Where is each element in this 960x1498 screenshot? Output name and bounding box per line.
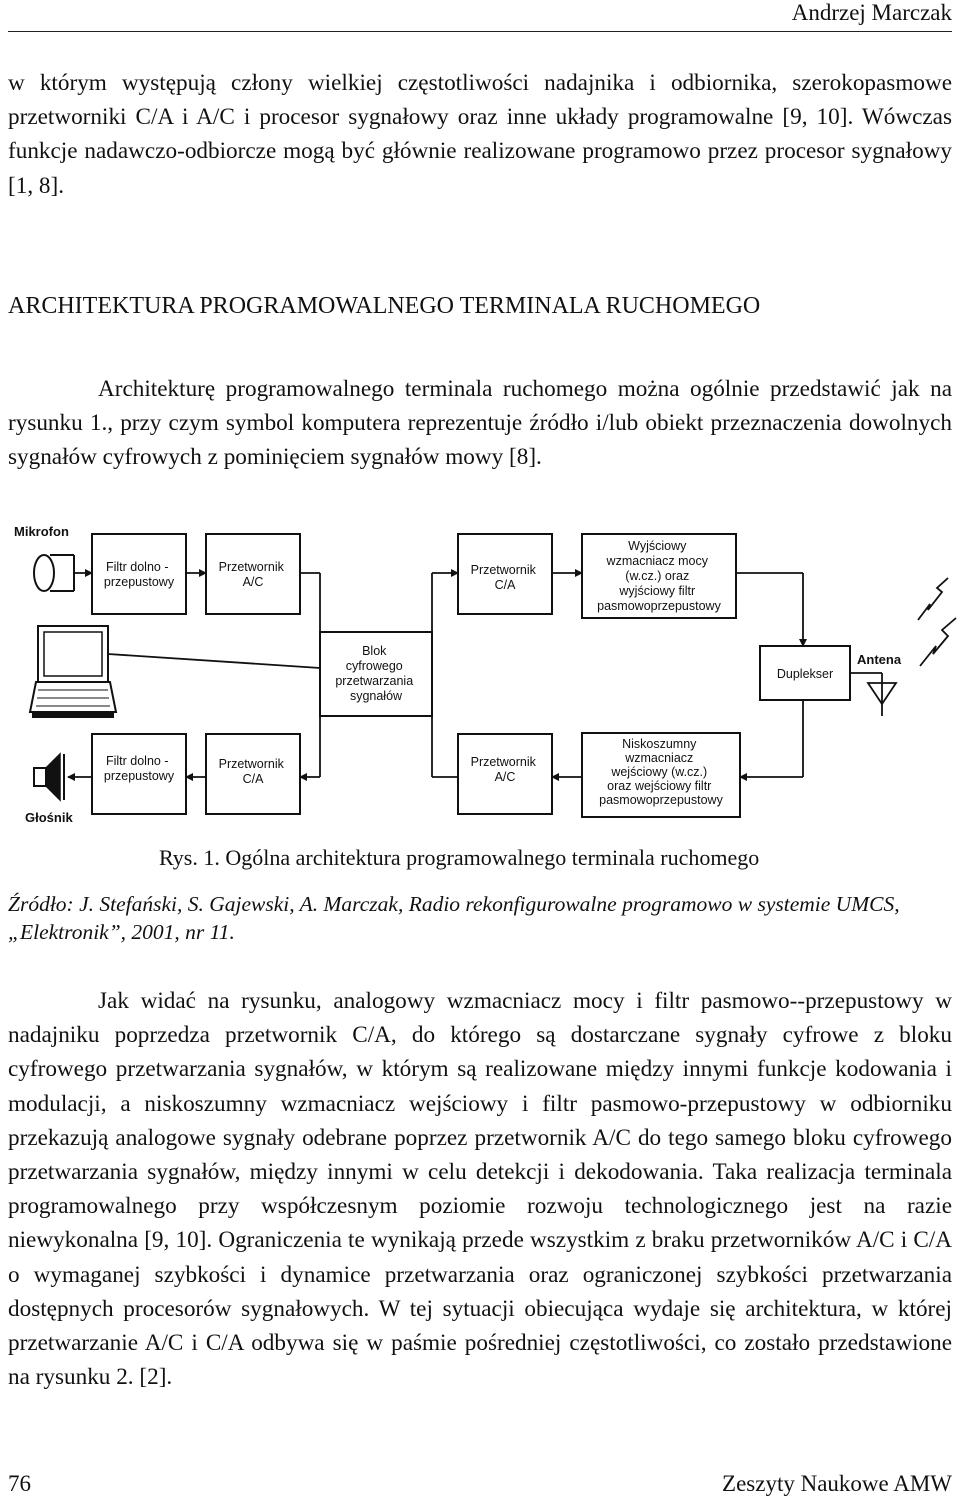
section-heading: ARCHITEKTURA PROGRAMOWALNEGO TERMINALA RUCHOMEGO: [8, 293, 761, 319]
figure-source: Źródło: J. Stefański, S. Gajewski, A. Marczak, Radio rekonfigurowalne programowo w systemie UMCS, „Elektronik”, 2001, nr 11.: [8, 892, 900, 944]
microphone-icon: [34, 555, 74, 591]
rx-lowpass-filter-label: Filtr dolno - przepustowy: [103, 754, 175, 783]
tx-adc-label: Przetwornik A/C: [218, 560, 284, 589]
tx-lowpass-filter-label: Filtr dolno - przepustowy: [103, 560, 175, 589]
tx-lowpass-filter-block: [92, 534, 186, 614]
paragraph-analysis: Jak widać na rysunku, analogowy wzmacniacz mocy i filtr pasmowo--przepustowy w nadajniku poprzedza przetwornik C/A, do którego są dostarczane sygnały cyfrowe z bloku cyfrowego przetwarzania sygnałów, w którym są realizowane między innymi funkcje kodowania i modulacji, a niskoszumny wzmacniacz wejściowy i filtr pasmowo-przepustowy w odbiorniku przekazują analogowe sygnały odebrane poprzez przetwornik A/C do tego samego bloku cyfrowego przetwarzania sygnałów, między innymi w celu detekcji i dekodowania. Taka realizacja terminala programowalnego przy współczesnym poziomie rozwoju technologicznego jest na razie niewykonalna [9, 10]. Ograniczenia te wynikają przede wszystkim z braku przetworników A/C i C/A o wymaganej szybkości i dynamice przetwarzania oraz ograniczonej szybkości przetwarzania dostępnych procesorów sygnałowych. W tej sytuacji obiecująca wydaje się architektura, w której przetwarzanie A/C i C/A odbywa się w paśmie pośredniej częstotliwości, co zostało przedstawione na rysunku 2. [2].: [8, 988, 952, 1391]
page-number: 76: [8, 1471, 31, 1496]
antenna-label: Antena: [857, 652, 902, 667]
header-rule: [8, 31, 952, 32]
tx-dac-label: Przetwornik C/A: [470, 563, 536, 592]
tx-adc-block: [206, 534, 300, 614]
running-head-author: Andrzej Marczak: [791, 0, 952, 25]
speaker-icon: [34, 754, 64, 800]
radio-wave-icon: [918, 578, 956, 666]
computer-icon: [30, 626, 320, 718]
paragraph-intro: w którym występują człony wielkiej częstotliwości nadajnika i odbiornika, szerokopasmowe przetworniki C/A i A/C i procesor sygnałowy oraz inne układy programowalne [9, 10]. Wówczas funkcje nadawczo-odbiorcze mogą być głównie realizowane programowo przez procesor sygnałowy [1, 8].: [8, 70, 952, 199]
architecture-diagram: [0, 518, 960, 836]
paragraph-architecture: Architekturę programowalnego terminala ruchomego można ogólnie przedstawić jak na rysunku 1., przy czym symbol komputera reprezentuje źródło i/lub obiekt przeznaczenia dowolnych sygnałów cyfrowych z pominięciem sygnałów mowy [8].: [8, 376, 952, 471]
tx-power-amp-label: Wyjściowy wzmacniacz mocy (w.cz.) oraz wyjściowy filtr pasmowoprzepustowy: [597, 539, 721, 613]
rx-dac-label: Przetwornik C/A: [218, 757, 284, 786]
duplexer-label: Duplekser: [776, 667, 834, 681]
speaker-label: Głośnik: [25, 810, 73, 825]
rx-adc-label: Przetwornik A/C: [470, 755, 536, 784]
rx-lna-label: Niskoszumny wzmacniacz wejściowy (w.cz.) oraz wejściowy filtr pasmowoprzepustowy: [599, 737, 723, 807]
microphone-label: Mikrofon: [14, 524, 69, 539]
antenna-icon: [868, 673, 896, 716]
dsp-label: Blok cyfrowego przetwarzania sygnałów: [335, 644, 414, 703]
journal-name: Zeszyty Naukowe AMW: [722, 1471, 952, 1496]
figure-caption: Rys. 1. Ogólna architektura programowalnego terminala ruchomego: [159, 845, 760, 870]
